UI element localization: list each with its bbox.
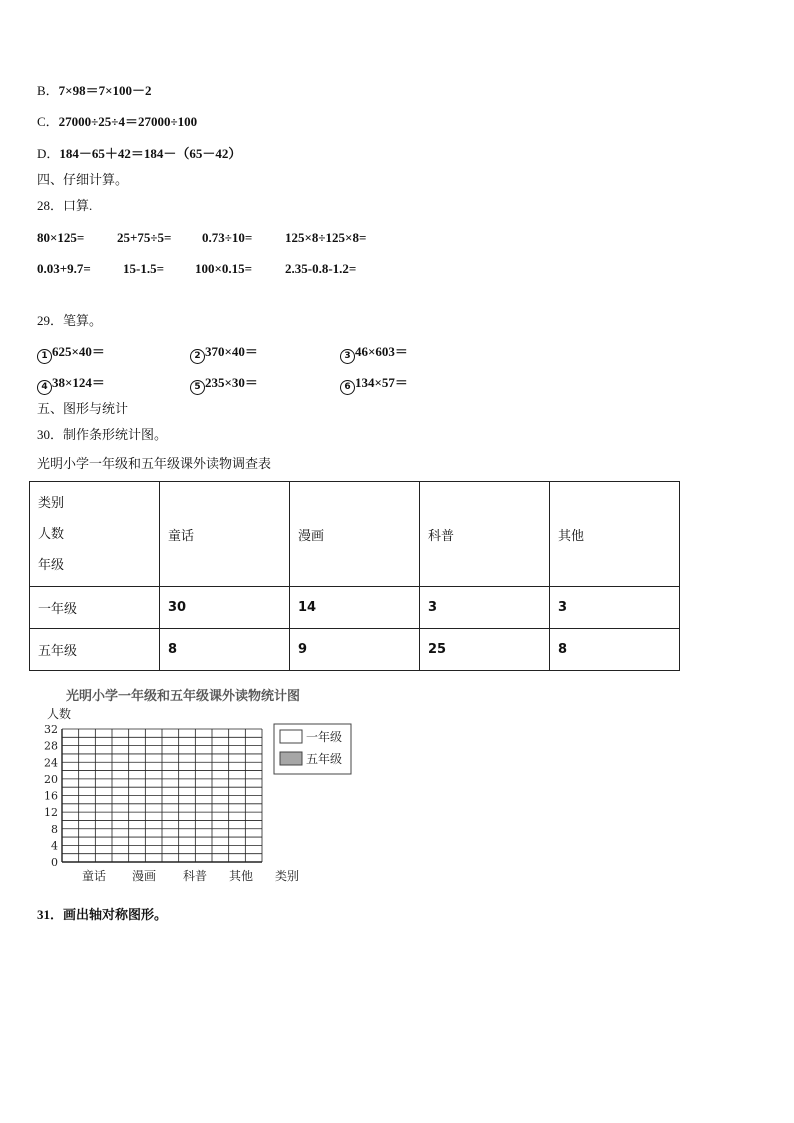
- option-b-text: 7×98＝7×100－2: [58, 83, 152, 98]
- q28-item: 0.03+9.7=: [37, 261, 91, 276]
- value-cell: 14: [290, 587, 420, 629]
- y-tick-label: 8: [51, 822, 58, 836]
- option-c-text: 27000÷25÷4＝27000÷100: [58, 114, 198, 129]
- q28-label: 28．口算.: [37, 198, 93, 213]
- q28-item: 100×0.15=: [195, 261, 253, 276]
- q28-item: 0.73÷10=: [202, 230, 253, 245]
- value-cell: 25: [420, 629, 550, 671]
- header-cell: 童话: [160, 482, 290, 587]
- header-grade-label: 年级: [38, 557, 65, 573]
- q29-expr: 38×124＝: [52, 375, 105, 390]
- q28-item: 25+75÷5=: [117, 230, 172, 245]
- y-tick-label: 28: [44, 739, 58, 753]
- circled-number-icon: 4: [37, 380, 52, 395]
- legend-swatch: [280, 752, 302, 765]
- x-tick-label: 科普: [182, 869, 208, 883]
- y-axis-label: 人数: [47, 707, 72, 721]
- table-title: 光明小学一年级和五年级课外读物调查表: [37, 457, 272, 472]
- q29-expr: 370×40＝: [205, 344, 258, 359]
- q28-item: 15-1.5=: [123, 261, 164, 276]
- value-cell: 9: [290, 629, 420, 671]
- q28-item: 125×8÷125×8=: [285, 230, 367, 245]
- q29-expr: 46×603＝: [355, 344, 408, 359]
- y-tick-label: 4: [51, 839, 58, 853]
- header-cell: 科普: [420, 482, 550, 587]
- value-cell: 3: [550, 587, 680, 629]
- section-5-heading: 五、图形与统计: [37, 401, 129, 416]
- circled-number-icon: 3: [340, 349, 355, 364]
- option-b-letter: B．: [37, 83, 59, 98]
- y-tick-label: 20: [44, 772, 58, 786]
- x-tick-label: 漫画: [131, 869, 157, 883]
- y-tick-label: 24: [44, 756, 58, 770]
- value-cell: 8: [160, 629, 290, 671]
- circled-number-icon: 2: [190, 349, 205, 364]
- x-tick-label: 童话: [81, 869, 107, 883]
- circled-number-icon: 5: [190, 380, 205, 395]
- grade-cell: 一年级: [30, 587, 160, 629]
- header-cell: 漫画: [290, 482, 420, 587]
- header-category-label: 类别: [38, 495, 65, 511]
- value-cell: 3: [420, 587, 550, 629]
- q29-label: 29．笔算。: [37, 313, 103, 328]
- section-4-heading: 四、仔细计算。: [37, 172, 129, 187]
- legend-swatch: [280, 730, 302, 743]
- y-tick-label: 32: [44, 723, 58, 736]
- y-tick-label: 0: [51, 856, 58, 869]
- q28-item: 2.35-0.8-1.2=: [285, 261, 357, 276]
- value-cell: 8: [550, 629, 680, 671]
- y-tick-label: 12: [44, 806, 58, 820]
- value-cell: 30: [160, 587, 290, 629]
- q29-expr: 235×30＝: [205, 375, 258, 390]
- x-tick-label: 其他: [228, 869, 254, 883]
- q28-item: 80×125=: [37, 230, 85, 245]
- q29-expr: 134×57＝: [355, 375, 408, 390]
- grade-cell: 五年级: [30, 629, 160, 671]
- legend-label: 一年级: [306, 730, 343, 744]
- q31-label: [37, 907, 167, 923]
- q30-label: 30．制作条形统计图。: [37, 427, 168, 442]
- chart-title: 光明小学一年级和五年级课外读物统计图: [66, 689, 301, 704]
- circled-number-icon: 1: [37, 349, 52, 364]
- option-c-letter: C．: [37, 114, 59, 129]
- header-count-label: 人数: [38, 526, 65, 542]
- x-axis-label: 类别: [274, 869, 300, 883]
- option-d-letter: D．: [37, 146, 60, 161]
- y-tick-label: 16: [44, 789, 58, 803]
- circled-number-icon: 6: [340, 380, 355, 395]
- q31-text: 31．画出轴对称图形。: [37, 907, 168, 922]
- q29-expr: 625×40＝: [52, 344, 105, 359]
- option-d-text: 184－65＋42＝184－（65－42）: [59, 146, 242, 161]
- legend-label: 五年级: [306, 752, 343, 766]
- header-cell: 其他: [550, 482, 680, 587]
